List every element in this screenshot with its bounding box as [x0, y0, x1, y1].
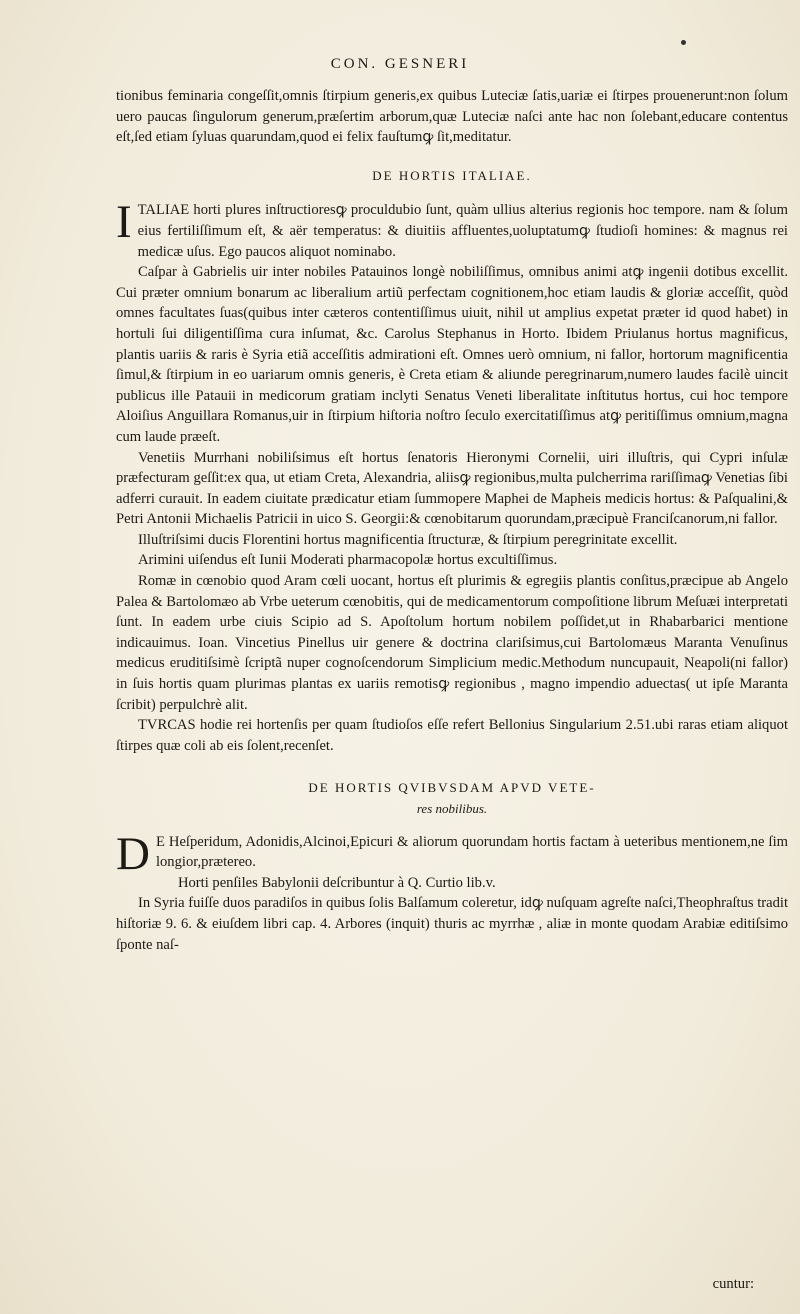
paragraph-florentini: Illuſtriſsimi ducis Florentini hortus magnificentia ſtructuræ, & ſtirpium peregrinitate excellit. [138, 531, 678, 548]
paragraph-hesperidum: E Heſperidum, Adonidis,Alcinoi,Epicuri & aliorum quorundam hortis factam à ueteribus mentionem,ne ſim longior,prætereo. [155, 833, 788, 871]
paragraph-italiae-intro: TALIAE horti plures inſtructioresꝙ proculdubio ſunt, quàm ullius alterius regionis hoc tempore. nam & ſolum eius fertiliſſimum eſt, & aër temperatus: & diuitiis affluentes,uoluptatumꝙ ſtudioſi homines: & magnus rei medicæ uſus. Ego paucos aliquot nominabo. [137, 202, 788, 260]
paragraph-babylonii: Horti penſiles Babylonii deſcribuntur à Q. Curtio lib.v. [177, 874, 496, 891]
ink-spot [681, 40, 686, 45]
drop-cap-d: D [116, 827, 150, 880]
section2-subtitle: res nobilibus. [416, 801, 488, 816]
main-text [116, 86, 788, 955]
section2-body [116, 827, 788, 880]
section2-title-line: DE HORTIS QVIBVSDAM APVD VETE- [308, 780, 596, 796]
section1-body [116, 196, 788, 262]
paragraph-turcas: TVRCAS hodie rei hortenſis per quam ſtudioſos eſſe refert Bellonius Singularium 2.51.ubi raras etiam aliquot ſtirpes quæ coli ab eis ſolent,recenſet. [116, 717, 788, 754]
catchword: cuntur: [712, 1276, 754, 1292]
paragraph-venetiis: Venetiis Murrhani nobiliſsimus eſt hortus ſenatoris Hieronymi Cornelii, uiri illuſtris, qui Cypri inſulæ præfecturam geſſit:ex qua, ut etiam Creta, Alexandria, aliisꝙ regionibus,multa pulcherrima rariſſimaꝙ Venetias ſibi adferri curauit. In eadem ciuitate prædicatur etiam ſummopere Maphei de Mapheis medicis hortus: & Paſqualini,& Petri Antonii Michaelis Patricii in uico S. Georgii:& cœnobitarum quorundam,præcipuè Franciſcanorum,ni fallor. [116, 449, 788, 528]
section-title-hortis-veteres [116, 778, 788, 819]
section-title-hortis-italiae: DE HORTIS ITALIAE. [372, 167, 532, 183]
intro-paragraph: tionibus feminaria congeſſit,omnis ſtirpium generis,ex quibus Luteciæ ſatis,uariæ ei ſtirpes prouenerunt:non ſolum uero paucas ſingulorum generum,præſertim arborum,quæ Luteciæ naſci ante hac non ſolebant,educare contentus eſt,ſed etiam ſyluas quarundam,quod ei felix fauſtumꝙ ſit,meditatur. [116, 88, 788, 146]
paragraph-romae: Romæ in cœnobio quod Aram cœli uocant, hortus eſt plurimis & egregiis plantis conſitus,præcipue ab Angelo Palea & Bartolomæo ab Vrbe ueterum cœnobitis, qui de medicamentorum compoſitione librum Meſuæi interpretati ſunt. In eadem urbe ciuis Scipio ad S. Apoſtolum hortum nobilem poſſidet,ut in Rhabarbarici mentione indicauimus. Ioan. Vincetius Pinellus uir genere & doctrina clariſsimus,cui Bartolomæus Maranta Venuſinus medicus eruditiſsimè ſcriptã nuper cognoſcendorum Simplicium medic.Methodum nuncupauit, Neapoli(ni fallor) in ſuis hortis quam plurimas plantas ex uariis remotisꝙ regionibus , magno impendio aduectas( ut ipſe Maranta ſcribit) perpulchrè alit. [116, 573, 788, 713]
paragraph-syria: In Syria fuiſſe duos paradiſos in quibus ſolis Balſamum coleretur, idꝙ nuſquam agreſte naſci,Theophraſtus tradit hiſtoriæ 9. 6. & eiuſdem libri cap. 4. Arbores (inquit) thuris ac myrrhæ , aliæ in monte quodam Arabiæ editiſsimo ſponte naſ- [116, 895, 788, 953]
paragraph-caspar-gabrielis: Caſpar à Gabrielis uir inter nobiles Patauinos longè nobiliſſimus, omnibus animi atꝙ ingenii dotibus excellit. Cui præter omnium bonarum ac liberalium artiũ perfectam cognitionem,hoc etiam laudis & gloriæ acceſſit, quòd omnes facultates ſuas(quibus inter cæteros contentiſſimus uiuit, nihil ut amplius expetat præter id quod habet) in hortuli ſui diligentiſſima cura inſumat, &c. Carolus Stephanus in Horto. Ibidem Priulanus hortus magnificus, plantis uariis & raris è Syria etiã acceſſitis admirationi eſt. Omnes uerò omnium, ni fallor, hortorum magnificentia ſimul,& ſtirpium in eo uariarum omnis generis, è Creta etiam & aliunde peregrinarum,numero laudes facilè uincit publicus ille Patauii in medicorum gratiam inclyti Senatus Veneti liberalitate inſtitutus hortus, cui hoc tempore Aloiſius Anguillara Romanus,uir in ſtirpium hiſtoria noſtro ſeculo exercitatiſſimus atꝙ peritiſſimus omnium,magna cum laude præeſt. [116, 264, 788, 445]
paragraph-arimini: Arimini uiſendus eſt Iunii Moderati pharmacopolæ hortus excultiſſimus. [138, 552, 558, 569]
drop-cap-i: I [116, 196, 132, 249]
running-head: CON. GESNERI [330, 56, 470, 72]
